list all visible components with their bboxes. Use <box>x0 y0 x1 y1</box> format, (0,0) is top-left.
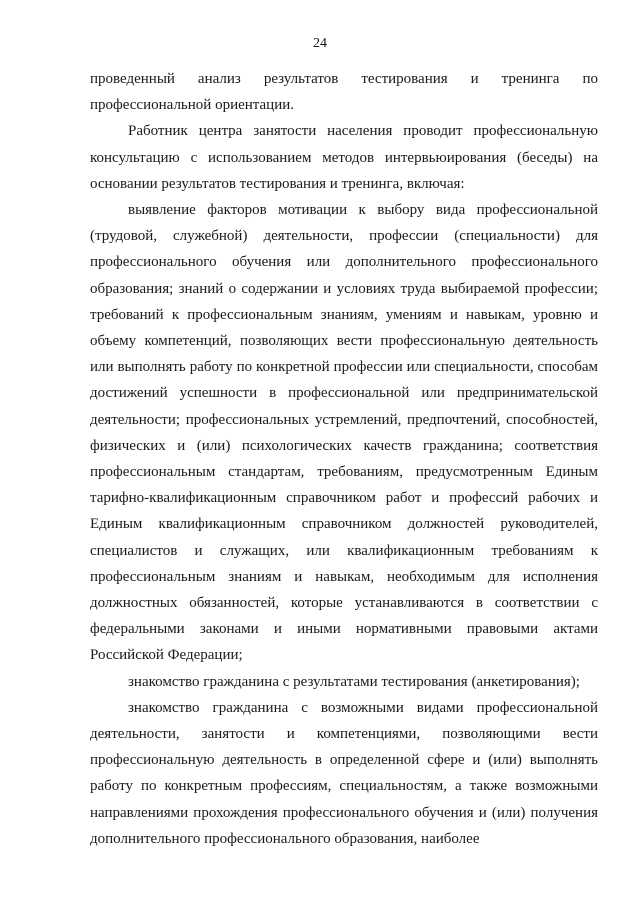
document-body <box>90 66 598 852</box>
paragraph-motivation-factors: выявление факторов мотивации к выбору вида профессиональной (трудовой, служебной) деятельности, профессии (специальности) для профессионального обучения или дополнительного профессионального образования; знаний о содержании и условиях труда выбираемой профессии; требований к профессиональным знаниям, умениям и навыкам, уровню и объему компетенций, позволяющих вести профессиональную деятельность или выполнять работу по конкретной профессии или специальности, способам достижений успешности в профессиональной или предпринимательской деятельности; профессиональных устремлений, предпочтений, способностей, физических и (или) психологических качеств гражданина; соответствия профессиональным стандартам, требованиям, предусмотренным Единым тарифно-квалификационным справочником работ и профессий рабочих и Единым квалификационным справочником должностей руководителей, специалистов и служащих, или квалификационным требованиям к профессиональным знаниям и навыкам, необходимым для исполнения должностных обязанностей, которые устанавливаются в соответствии с федеральными законами и иными нормативными правовыми актами Российской Федерации; <box>90 202 598 664</box>
paragraph-test-results: знакомство гражданина с результатами тестирования (анкетирования); <box>128 673 580 690</box>
paragraph-continuation: проведенный анализ результатов тестирования и тренинга по профессиональной ориентации. <box>90 71 598 114</box>
paragraph-activity-types: знакомство гражданина с возможными видами профессиональной деятельности, занятости и компетенциями, позволяющими вести профессиональную деятельность в определенной сфере и (или) выполнять работу по конкретным профессиям, специальностям, а также возможными направлениями прохождения профессионального обучения и (или) получения дополнительного профессионального образования, наиболее <box>90 699 598 847</box>
page-number: 24 <box>313 36 327 51</box>
paragraph-consultation-intro: Работник центра занятости населения проводит профессиональную консультацию с использованием методов интервьюирования (беседы) на основании результатов тестирования и тренинга, включая: <box>90 123 598 192</box>
